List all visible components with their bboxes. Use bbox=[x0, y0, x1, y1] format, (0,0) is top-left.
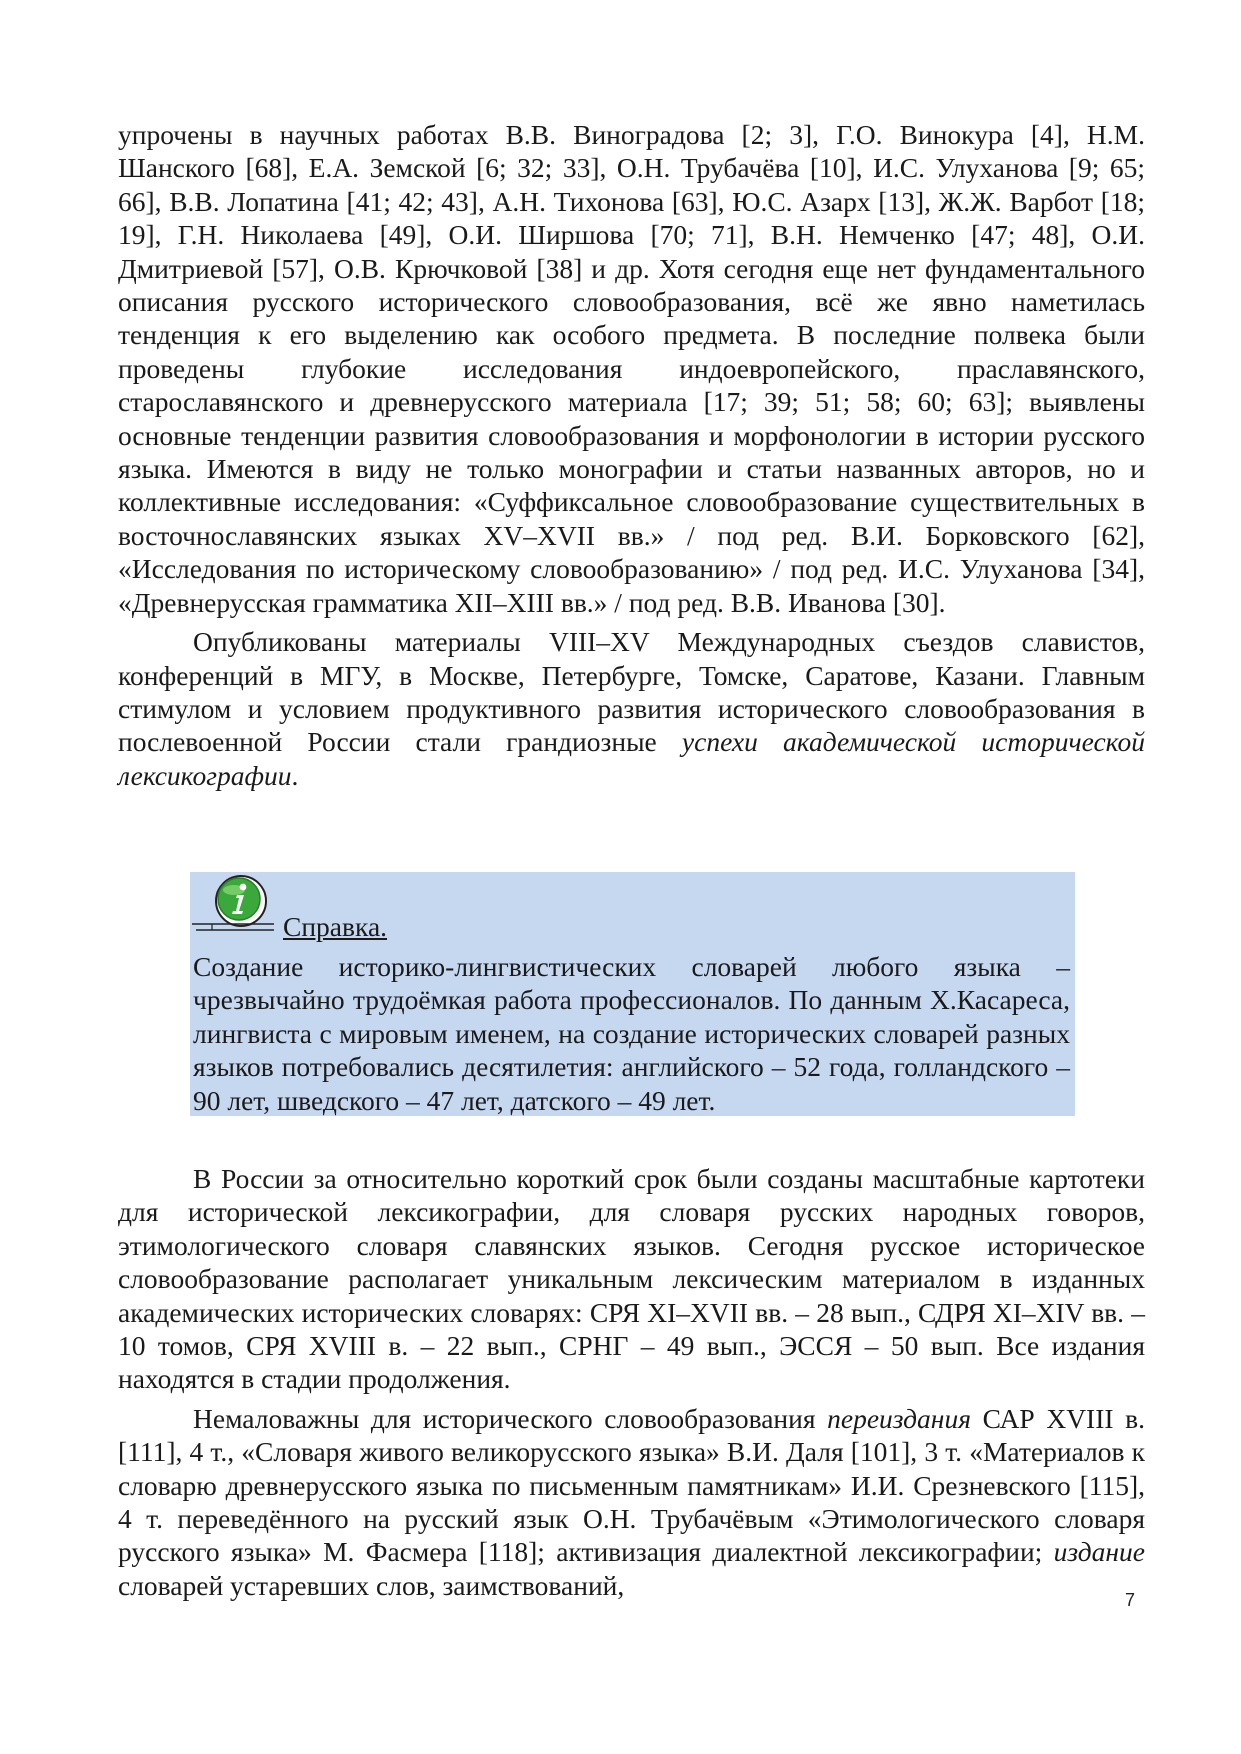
document-page bbox=[118, 118, 1145, 1601]
paragraph-4-end: словарей устаревших слов, заимствований, bbox=[118, 1569, 625, 1601]
paragraph-4-text: Немаловажны для исторического словообразования bbox=[193, 1402, 828, 1434]
paragraph-4-middle: САР XVIII в. [111], 4 т., «Словаря живого великорусского языка» В.И. Даля [101], 3 т. «Материалов к словарю древнерусского языка по письменным памятникам» И.И. Срезневского [115], 4 т. переведённого на русский язык О.Н. Трубачёвым «Этимологического словаря русского языка» М. Фасмера [118]; активизация диалектной лексикографии; bbox=[118, 1402, 1145, 1568]
page-number: 7 bbox=[1125, 1590, 1136, 1610]
paragraph-4 bbox=[118, 1402, 1145, 1602]
paragraph-2-end: . bbox=[291, 759, 299, 791]
info-icon bbox=[190, 872, 280, 938]
note-header bbox=[190, 872, 1075, 948]
paragraph-2-italic: успехи академической исторической лексикографии bbox=[118, 726, 1145, 791]
note-body: Создание историко-лингвистических словарей любого языка – чрезвычайно трудоёмкая работа профессионалов. По данным Х.Касареса, лингвиста с мировым именем, на создание исторических словарей разных языков потребовались десятилетия: английского – 52 года, голландского – 90 лет, шведского – 47 лет, датского – 49 лет. bbox=[193, 951, 1070, 1116]
paragraph-4-italic-2: издание bbox=[1053, 1536, 1145, 1568]
lower-section bbox=[118, 1162, 1145, 1602]
reference-note-box bbox=[190, 872, 1075, 1116]
paragraph-2-text: Опубликованы материалы VIII–XV Международных съездов славистов, конференций в МГУ, в Москве, Петербурге, Томске, Саратове, Казани. Главным стимулом и условием продуктивного развития исторического словообразования в послевоенной России стали грандиозные bbox=[118, 626, 1145, 758]
paragraph-1: упрочены в научных работах В.В. Виноградова [2; 3], Г.О. Винокура [4], Н.М. Шанского [68], Е.А. Земской [6; 32; 33], О.Н. Трубачёва [10], И.С. Улуханова [9; 65; 66], В.В. Лопатина [41; 42; 43], А.Н. Тихонова [63], Ю.С. Азарх [13], Ж.Ж. Варбот [18; 19], Г.Н. Николаева [49], О.И. Ширшова [70; 71], В.Н. Немченко [47; 48], О.И. Дмитриевой [57], О.В. Крючковой [38] и др. Хотя сегодня еще нет фундаментального описания русского исторического словообразования, всё же явно наметилась тенденция к его выделению как особого предмета. В последние полвека были проведены глубокие исследования индоевропейского, праславянского, старославянского и древнерусского материала [17; 39; 51; 58; 60; 63]; выявлены основные тенденции развития словообразования и морфонологии в истории русского языка. Имеются в виду не только монографии и статьи названных авторов, но и коллективные исследования: «Суффиксальное словообразование существительных в восточнославянских языках XV–XVII вв.» / под ред. В.И. Борковского [62], «Исследования по историческому словообразованию» / под ред. И.С. Улуханова [34], «Древнерусская грамматика XII–XIII вв.» / под ред. В.В. Иванова [30]. bbox=[118, 119, 1145, 618]
note-title: Справка. bbox=[283, 911, 388, 942]
paragraph-2 bbox=[118, 625, 1145, 792]
paragraph-4-italic-1: переиздания bbox=[827, 1402, 971, 1434]
paragraph-3: В России за относительно короткий срок были созданы масштабные картотеки для исторической лексикографии, для словаря русских народных говоров, этимологического словаря славянских языков. Сегодня русское историческое словообразование располагает уникальным лексическим материалом в изданных академических исторических словарях: СРЯ XI–XVII вв. – 28 вып., СДРЯ XI–XIV вв. – 10 томов, СРЯ XVIII в. – 22 вып., СРНГ – 49 вып., ЭССЯ – 50 вып. Все издания находятся в стадии продолжения. bbox=[118, 1163, 1145, 1395]
